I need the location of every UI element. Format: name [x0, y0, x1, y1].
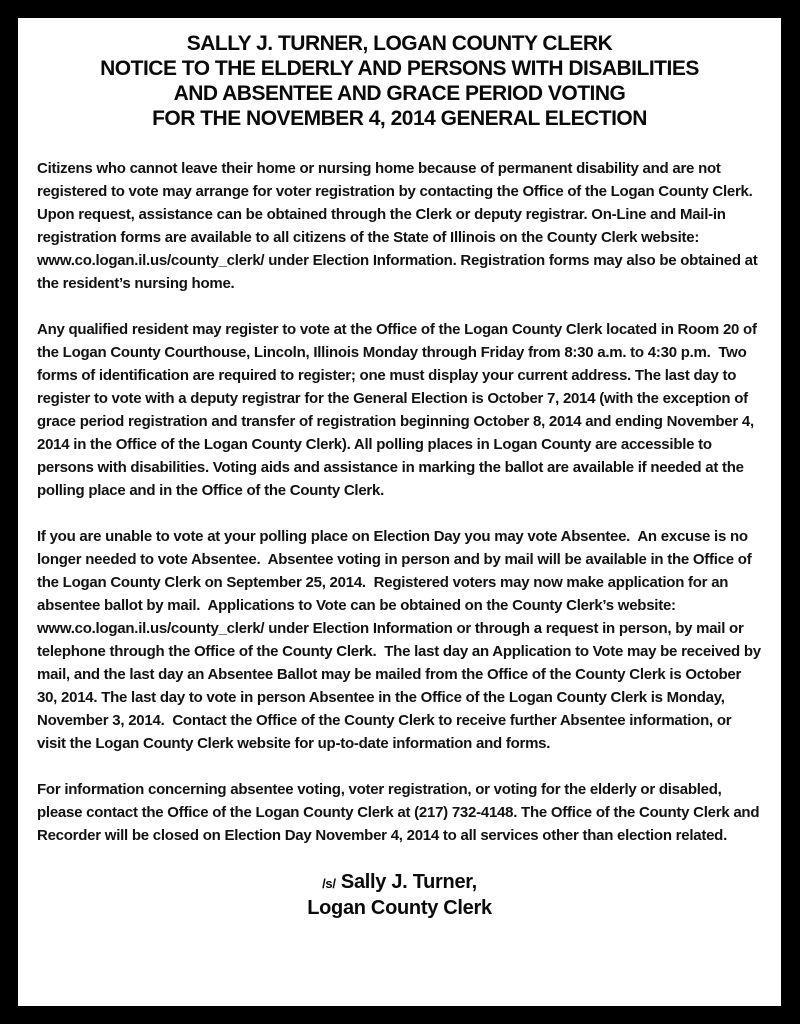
notice-paragraph: Any qualified resident may register to vote at the Office of the Logan County Clerk located in Room 20 of the Logan County Courthouse, Lincoln, Illinois Monday through Friday from 8:30 a.m. to 4:30 p.m. Two forms of identification are required to register; one must display your current address. The last day to register to vote with a deputy registrar for the General Election is October 7, 2014 (with the exception of grace period registration and transfer of registration beginning October 8, 2014 and ending November 4, 2014 in the Office of the Logan County Clerk). All polling places in Logan County are accessible to persons with disabilities. Voting aids and assistance in marking the ballot are available if needed at the polling place and in the Office of the County Clerk. — [37, 321, 761, 499]
notice-title-line: NOTICE TO THE ELDERLY AND PERSONS WITH DISABILITIES — [100, 57, 699, 80]
notice-paragraph: For information concerning absentee voting, voter registration, or voting for the elderly or disabled, please contact the Office of the Logan County Clerk at (217) 732-4148. The Office of the County Clerk and Recorder will be closed on Election Day November 4, 2014 to all services other than election related. — [37, 781, 764, 844]
signature-block — [37, 870, 762, 920]
signature-name-line — [37, 870, 762, 896]
signature-s-mark: /s/ — [322, 876, 336, 891]
notice-page — [18, 18, 781, 1006]
notice-title-block — [37, 31, 762, 131]
notice-title-line: FOR THE NOVEMBER 4, 2014 GENERAL ELECTION — [152, 107, 647, 130]
notice-paragraph: Citizens who cannot leave their home or nursing home because of permanent disability and are not registered to vote may arrange for voter registration by contacting the Office of the Logan County Clerk. Upon request, assistance can be obtained through the Clerk or deputy registrar. On-Line and Mail-in registration forms are available to all citizens of the State of Illinois on the County Clerk website: www.co.logan.il.us/county_clerk/ under Election Information. Registration forms may also be obtained at the resident’s nursing home. — [37, 160, 762, 292]
notice-body — [37, 157, 765, 847]
notice-title-line: SALLY J. TURNER, LOGAN COUNTY CLERK — [186, 32, 613, 55]
signature-name: Sally J. Turner, — [340, 871, 477, 893]
signature-title: Logan County Clerk — [307, 897, 492, 919]
notice-title-line: AND ABSENTEE AND GRACE PERIOD VOTING — [173, 82, 626, 105]
notice-paragraph: If you are unable to vote at your polling place on Election Day you may vote Absentee. An excuse is no longer needed to vote Absentee. Absentee voting in person and by mail will be available in the Office of the Logan County Clerk on September 25, 2014. Registered voters may now make application for an absentee ballot by mail. Applications to Vote can be obtained on the County Clerk’s website: www.co.logan.il.us/county_clerk/ under Election Information or through a request in person, by mail or telephone through the Office of the County Clerk. The last day an Application to Vote may be received by mail, and the last day an Absentee Ballot may be mailed from the Office of the County Clerk is October 30, 2014. The last day to vote in person Absentee in the Office of the Logan County Clerk is Monday, November 3, 2014. Contact the Office of the County Clerk to receive further Absentee information, or visit the Logan County Clerk website for up-to-date information and forms. — [37, 528, 765, 752]
